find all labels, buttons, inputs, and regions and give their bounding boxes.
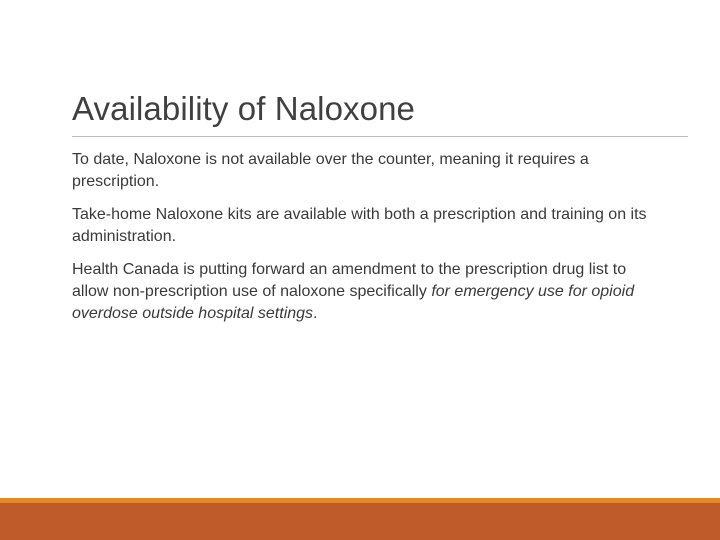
paragraph-3-plain: Health Canada is putting forward an amendment to the prescription drug list to allow non-prescription use of naloxone specifically — [72, 261, 627, 300]
paragraph-3-end: . — [313, 305, 318, 322]
slide-title: Availability of Naloxone — [72, 90, 415, 127]
paragraph-3-italic: for emergency use for opioid overdose outside hospital settings — [72, 283, 635, 322]
paragraph-3 — [72, 259, 650, 325]
paragraph-1: To date, Naloxone is not available over the counter, meaning it requires a prescription. — [72, 151, 589, 190]
slide-body — [72, 149, 650, 336]
title-divider — [72, 136, 688, 137]
paragraph-2: Take-home Naloxone kits are available with both a prescription and training on its administration. — [72, 206, 647, 245]
footer-bar — [0, 503, 720, 540]
